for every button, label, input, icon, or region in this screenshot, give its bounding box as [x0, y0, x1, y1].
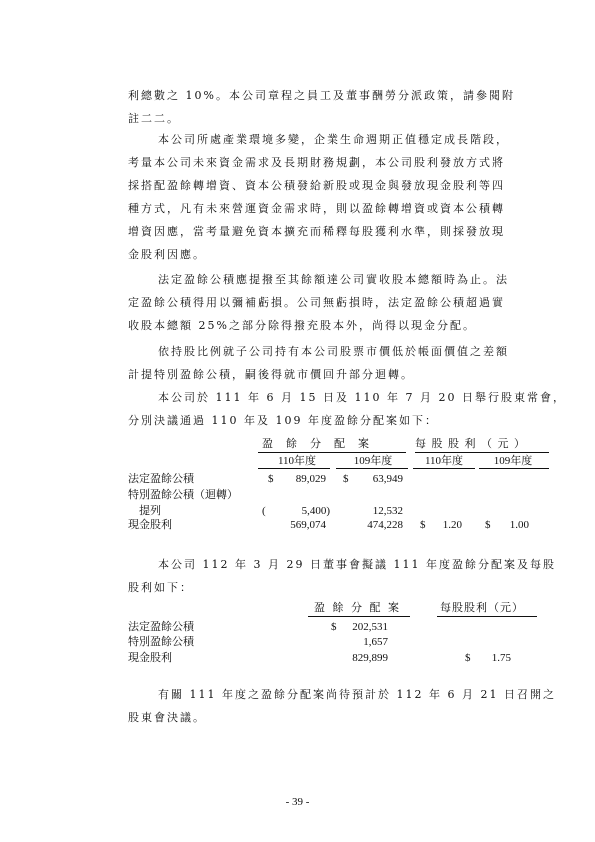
page-number: - 39 - — [285, 796, 310, 808]
header-rule — [415, 452, 549, 453]
column-header: 109年度 — [353, 455, 393, 467]
table-group-header: 每股股利（元） — [440, 601, 524, 614]
column-header: 109年度 — [493, 455, 533, 467]
text-line: 法定盈餘公積應提撥至其餘額達公司實收股本總額時為止。法 — [158, 273, 509, 286]
currency-symbol: $ — [331, 621, 337, 633]
text-line: 本公司所處產業環境多變，企業生命週期正值穩定成長階段， — [158, 133, 509, 146]
text-line: 種方式，凡有未來營運資金需求時，則以盈餘轉增資或資本公積轉 — [128, 202, 505, 215]
text-line: 註二二。 — [128, 112, 180, 125]
text-line: 分別決議通過 110 年及 109 年度盈餘分配案如下： — [128, 414, 438, 427]
header-rule — [308, 616, 410, 617]
column-rule — [479, 468, 549, 469]
text-line: 利總數之 10%。本公司章程之員工及董事酬勞分派政策，請參閱附 — [128, 89, 515, 102]
table-cell: 1,657 — [363, 636, 388, 648]
table-cell: 63,949 — [372, 473, 403, 485]
text-line: 金股利因應。 — [128, 248, 206, 261]
header-rule — [258, 452, 406, 453]
text-line: 定盈餘公積得用以彌補虧損。公司無虧損時，法定盈餘公積超過實 — [128, 296, 505, 309]
column-rule — [336, 468, 408, 469]
table-cell: 829,899 — [352, 652, 388, 664]
row-label: 法定盈餘公積 — [128, 472, 194, 485]
row-label: 特別盈餘公積（迴轉） — [128, 488, 238, 501]
table-cell: 89,029 — [295, 473, 326, 485]
column-rule — [413, 468, 475, 469]
paragraph-4 — [128, 340, 538, 386]
row-label: 現金股利 — [128, 518, 172, 531]
text-line: 採搭配盈餘轉增資、資本公積發給新股或現金與發放現金股利等四 — [128, 179, 505, 192]
paragraph-7 — [128, 683, 556, 729]
text-line: 本公司 112 年 3 月 29 日董事會擬議 111 年度盈餘分配案及每股 — [158, 558, 556, 571]
table-group-header: 盈 餘 分 配 案 — [262, 437, 370, 450]
text-line: 依持股比例就子公司持有本公司股票市價低於帳面價值之差額 — [158, 345, 509, 358]
table-group-header: 盈 餘 分 配 案 — [314, 601, 401, 614]
text-line: 股東會決議。 — [128, 711, 206, 724]
table-cell: 569,074 — [290, 519, 326, 531]
text-line: 考量本公司未來資金需求及長期財務規劃，本公司股利發放方式將 — [128, 156, 505, 169]
table-cell: 1.00 — [509, 519, 529, 531]
table-cell: 474,228 — [367, 519, 403, 531]
table-group-header: 每 股 股 利 （ 元 ） — [415, 437, 526, 450]
table-cell: 12,532 — [372, 505, 403, 517]
table-cell: 202,531 — [352, 621, 388, 633]
paragraph-2 — [128, 128, 538, 266]
currency-symbol: $ — [420, 519, 426, 531]
row-label: 特別盈餘公積 — [128, 635, 194, 648]
paragraph-6 — [128, 553, 556, 599]
row-label: 提列 — [128, 504, 161, 517]
text-line: 增資因應，當考量避免資本擴充而稀釋每股獲利水準，則採發放現 — [128, 225, 505, 238]
table-cell: 5,400) — [301, 505, 330, 517]
table-cell: 1.20 — [442, 519, 462, 531]
text-line: 有關 111 年度之盈餘分配案尚待預計於 112 年 6 月 21 日召開之 — [158, 688, 556, 701]
currency-symbol: $ — [343, 473, 349, 485]
text-line: 收股本總額 25%之部分除得撥充股本外，尚得以現金分配。 — [128, 319, 476, 332]
paragraph-1 — [128, 84, 538, 130]
row-label: 法定盈餘公積 — [128, 620, 194, 633]
currency-symbol: $ — [485, 519, 491, 531]
paragraph-5 — [128, 386, 566, 432]
paragraph-3 — [128, 268, 538, 337]
text-line: 計提特別盈餘公積，嗣後得就市價回升部分迴轉。 — [128, 368, 414, 381]
header-rule — [437, 616, 537, 617]
currency-symbol: $ — [268, 473, 274, 485]
column-rule — [258, 468, 330, 469]
table-cell: 1.75 — [491, 652, 511, 664]
text-line: 股利如下： — [128, 581, 193, 594]
column-header: 110年度 — [424, 455, 464, 467]
column-header: 110年度 — [277, 455, 317, 467]
paren-symbol: ( — [262, 505, 266, 517]
row-label: 現金股利 — [128, 651, 172, 664]
text-line: 本公司於 111 年 6 月 15 日及 110 年 7 月 20 日舉行股東常會， — [158, 391, 566, 404]
currency-symbol: $ — [465, 652, 471, 664]
